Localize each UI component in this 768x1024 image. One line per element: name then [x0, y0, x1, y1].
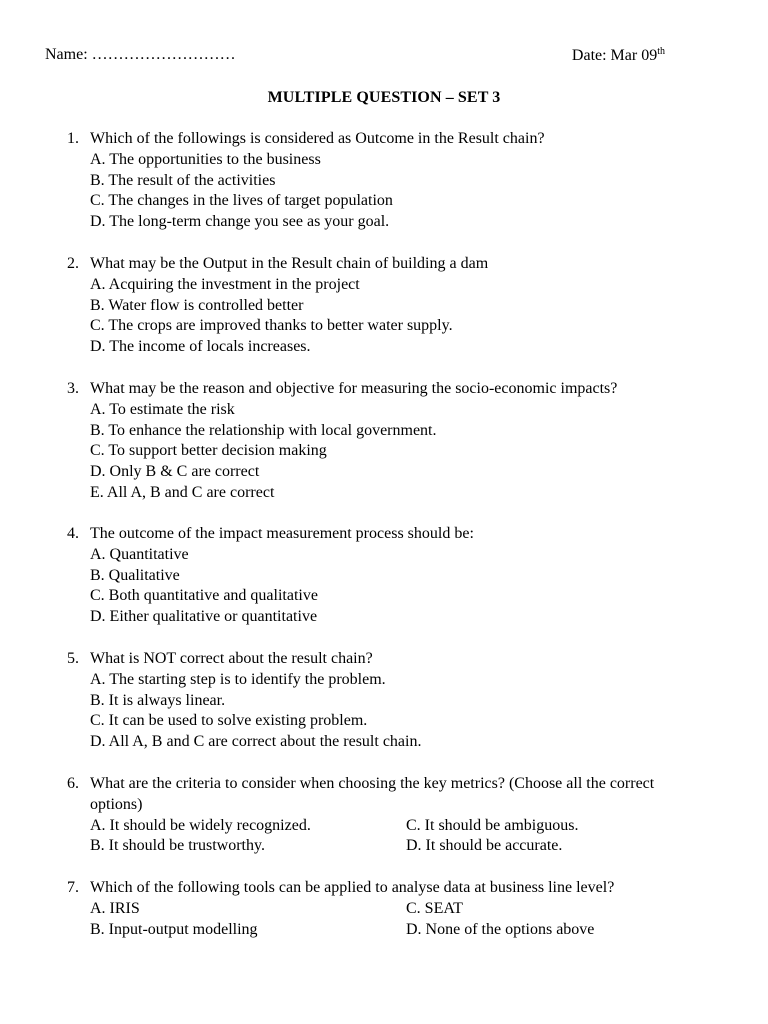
option-c: C. It should be ambiguous. [406, 816, 579, 834]
question-number: 2. [67, 255, 79, 272]
question-number: 7. [67, 879, 79, 896]
option-a: A. The starting step is to identify the problem. [90, 670, 386, 688]
option-c: C. The changes in the lives of target population [90, 192, 393, 210]
option-row [67, 899, 727, 920]
question-text: The outcome of the impact measurement process should be: [90, 525, 474, 542]
option-b: B. It is always linear. [90, 691, 226, 709]
date-field [572, 46, 665, 65]
question-stem [67, 254, 727, 275]
date-label: Date: Mar 09 [571, 47, 658, 64]
question-text: What are the criteria to consider when choosing the key metrics? (Choose all the correct [90, 775, 655, 792]
question-text: What is NOT correct about the result chain? [90, 650, 373, 667]
option-a: A. The opportunities to the business [90, 150, 321, 168]
option-a: A. IRIS [90, 899, 140, 917]
option-b: B. Water flow is controlled better [90, 296, 304, 314]
question-text: Which of the following tools can be applied to analyse data at business line level? [90, 879, 615, 896]
option-b: B. The result of the activities [90, 171, 276, 189]
question-stem [67, 129, 727, 150]
option-c: C. SEAT [406, 899, 463, 917]
option-row [67, 836, 727, 857]
question-stem [67, 379, 727, 400]
option-d: D. The long-term change you see as your goal. [90, 213, 390, 231]
page-title: MULTIPLE QUESTION – SET 3 [267, 89, 501, 106]
question-stem [67, 649, 727, 670]
question-stem [67, 524, 727, 545]
question-1 [67, 129, 727, 233]
option-b: B. Qualitative [90, 566, 180, 584]
question-stem [67, 774, 727, 795]
question-4 [67, 524, 727, 628]
option-d: D. The income of locals increases. [90, 338, 311, 356]
option-row [67, 816, 727, 837]
question-6 [67, 774, 727, 857]
option-d: D. Either qualitative or quantitative [90, 608, 318, 626]
name-field: Name: ……………………… [45, 46, 236, 63]
option-d: D. It should be accurate. [406, 837, 563, 855]
option-d: D. Only B & C are correct [90, 463, 260, 481]
question-number: 5. [67, 650, 79, 667]
option-d: D. All A, B and C are correct about the result chain. [90, 733, 422, 751]
question-text-continued: options) [90, 795, 143, 813]
question-text: Which of the followings is considered as Outcome in the Result chain? [90, 130, 545, 147]
question-text: What may be the Output in the Result chain of building a dam [90, 255, 489, 272]
option-row [67, 920, 727, 941]
header-row [45, 46, 665, 68]
option-e: E. All A, B and C are correct [90, 483, 275, 501]
question-number: 3. [67, 380, 79, 397]
option-d: D. None of the options above [406, 920, 595, 938]
option-b: B. It should be trustworthy. [90, 837, 265, 855]
option-a: A. Acquiring the investment in the project [90, 275, 360, 293]
question-stem [67, 878, 727, 899]
question-7 [67, 878, 727, 940]
date-suffix: th [657, 46, 665, 57]
question-2 [67, 254, 727, 358]
option-a: A. To estimate the risk [90, 400, 235, 418]
question-3 [67, 379, 727, 504]
option-b: B. Input-output modelling [90, 920, 258, 938]
option-a: A. Quantitative [90, 545, 189, 563]
option-c: C. The crops are improved thanks to better water supply. [90, 317, 453, 335]
option-b: B. To enhance the relationship with local government. [90, 421, 437, 439]
question-5 [67, 649, 727, 753]
option-a: A. It should be widely recognized. [90, 816, 311, 834]
question-text: What may be the reason and objective for measuring the socio-economic impacts? [90, 380, 618, 397]
option-c: C. It can be used to solve existing problem. [90, 712, 368, 730]
question-number: 1. [67, 130, 79, 147]
question-number: 4. [67, 525, 79, 542]
option-c: C. To support better decision making [90, 442, 327, 460]
option-c: C. Both quantitative and qualitative [90, 587, 318, 605]
question-number: 6. [67, 775, 79, 792]
